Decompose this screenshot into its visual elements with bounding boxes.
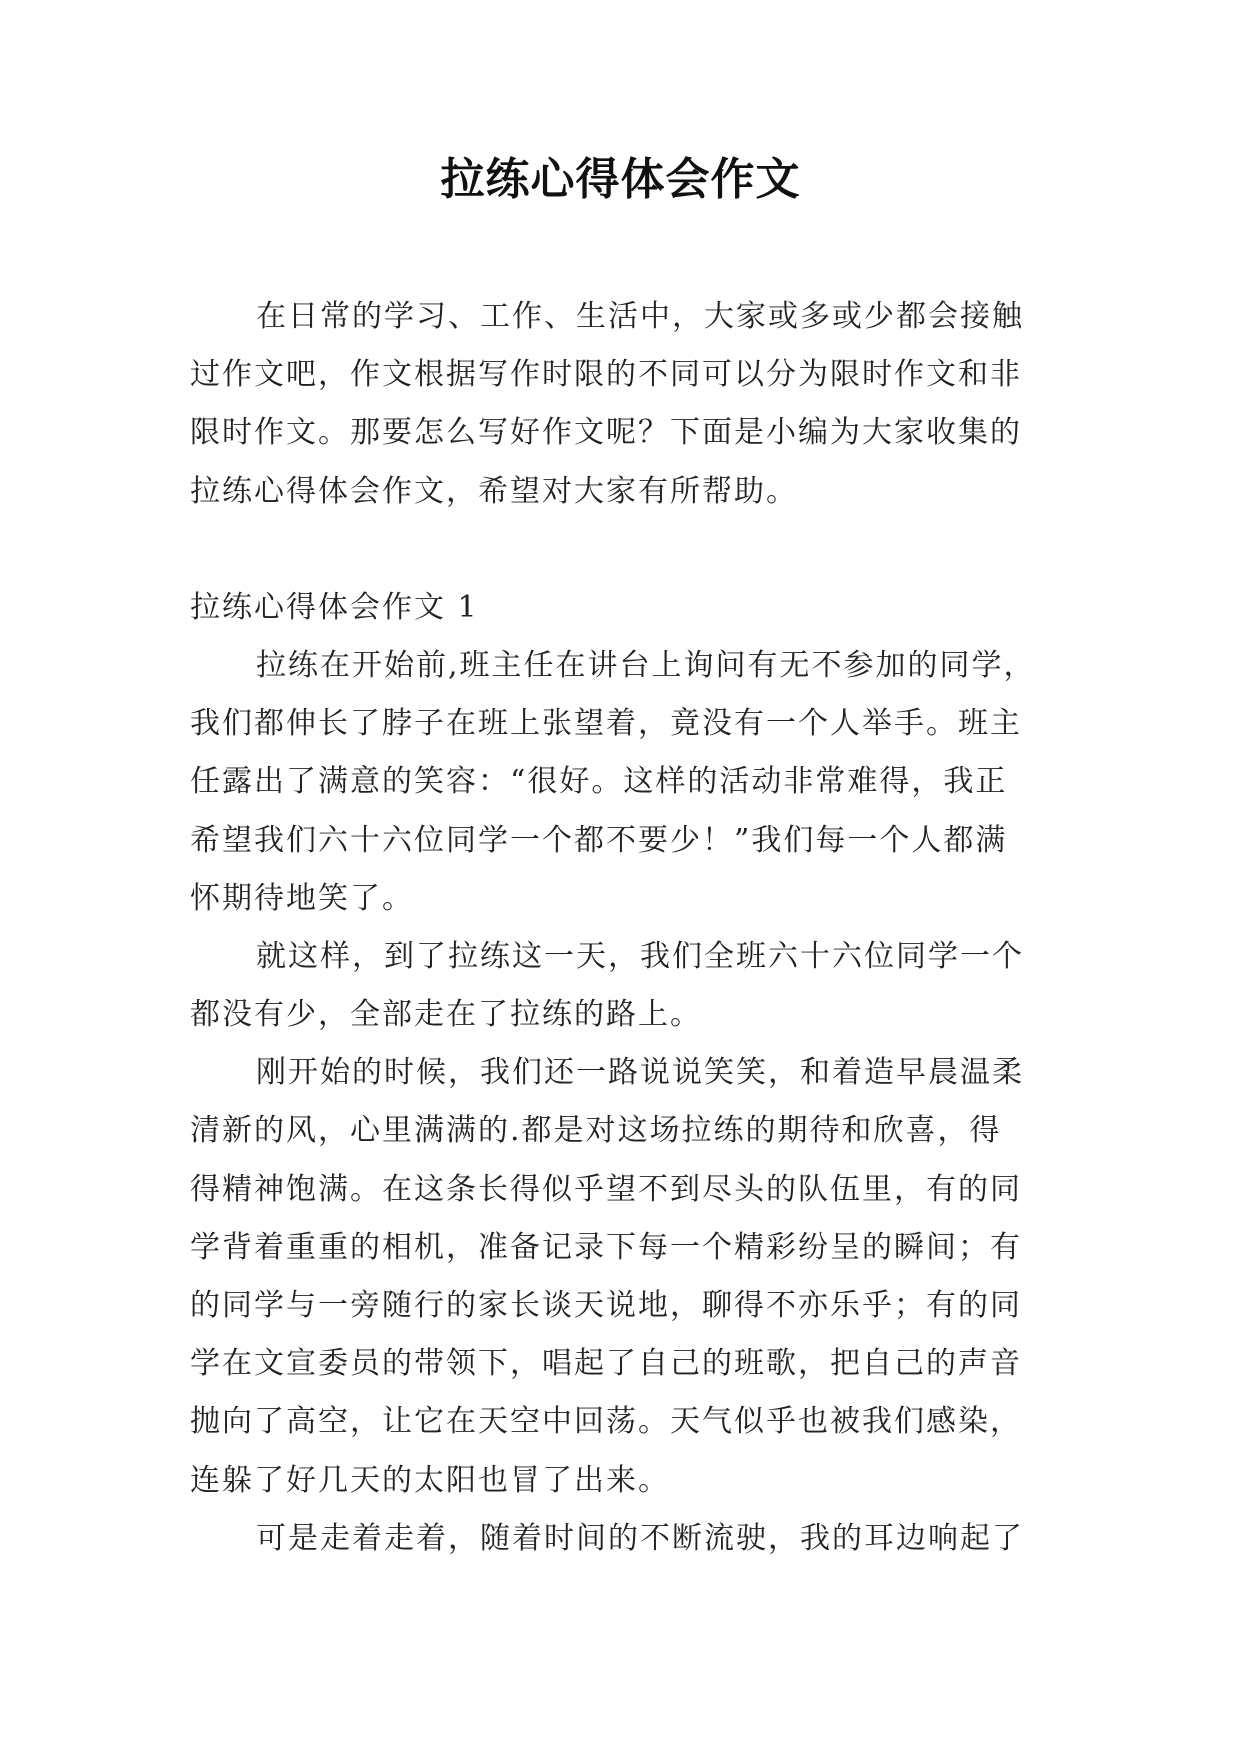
- paragraph-3-line: 得精神饱满。在这条长得似乎望不到尽头的队伍里，有的同: [190, 1171, 1022, 1207]
- paragraph-3-line: 抛向了高空，让它在天空中回荡。天气似乎也被我们感染，: [190, 1404, 1022, 1440]
- section-gap: [190, 521, 1050, 579]
- paragraph-1-line: 我们都伸长了脖子在班上张望着，竟没有一个人举手。班主: [190, 706, 1022, 742]
- paragraph-3-line: 清新的风，心里满满的.都是对这场拉练的期待和欣喜，得: [190, 1113, 1002, 1149]
- document-title: 拉练心得体会作文: [440, 154, 801, 205]
- paragraph-4-line: 可是走着走着，随着时间的不断流驶，我的耳边响起了: [256, 1520, 1024, 1556]
- paragraph-1-line: 怀期待地笑了。: [190, 880, 414, 916]
- section-heading: 拉练心得体会作文 1: [190, 589, 479, 625]
- intro-line: 过作文吧，作文根据写作时限的不同可以分为限时作文和非: [190, 357, 1022, 393]
- paragraph-3-line: 学背着重重的相机，准备记录下每一个精彩纷呈的瞬间；有: [190, 1229, 1022, 1265]
- intro-line: 限时作文。那要怎么写好作文呢？下面是小编为大家收集的: [190, 415, 1022, 451]
- document-body: [190, 288, 1050, 1568]
- paragraph-2-line: 就这样，到了拉练这一天，我们全班六十六位同学一个: [256, 938, 1024, 974]
- paragraph-1-line: 任露出了满意的笑容：“很好。这样的活动非常难得，我正: [190, 764, 1008, 800]
- paragraph-2-line: 都没有少，全部走在了拉练的路上。: [190, 997, 702, 1033]
- paragraph-3-line: 学在文宣委员的带领下，唱起了自己的班歌，把自己的声音: [190, 1346, 1022, 1382]
- intro-line: 拉练心得体会作文，希望对大家有所帮助。: [190, 473, 798, 509]
- intro-line: 在日常的学习、工作、生活中，大家或多或少都会接触: [256, 299, 1024, 334]
- paragraph-1-line: 希望我们六十六位同学一个都不要少！”我们每一个人都满: [190, 822, 1008, 858]
- paragraph-1-line: 拉练在开始前,班主任在讲台上询问有无不参加的同学，: [256, 647, 1036, 683]
- paragraph-3-line: 连躲了好几天的太阳也冒了出来。: [190, 1462, 670, 1498]
- paragraph-3-line: 的同学与一旁随行的家长谈天说地，聊得不亦乐乎；有的同: [190, 1288, 1022, 1323]
- paragraph-3-line: 刚开始的时候，我们还一路说说笑笑，和着造早晨温柔: [256, 1055, 1024, 1091]
